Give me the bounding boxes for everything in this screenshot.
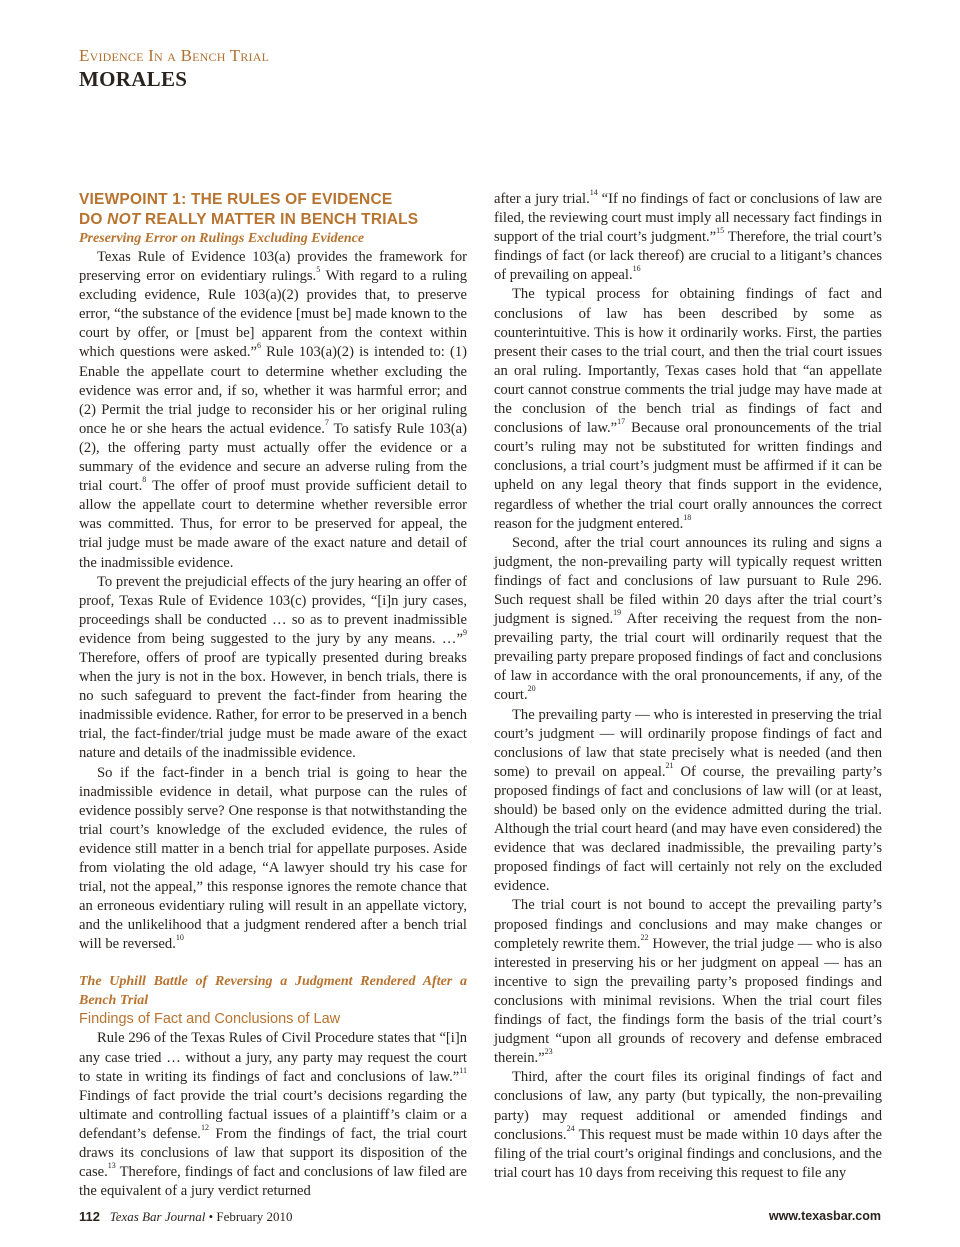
text-run: after a jury trial. xyxy=(494,191,590,207)
footnote-marker: 8 xyxy=(142,475,147,485)
subheading-findings: Findings of Fact and Conclusions of Law xyxy=(79,1011,341,1028)
text-run: “If no findings of fact or conclusions of law are filed, the reviewing court must imply all necessary fact findings in support of the trial court’s judgment.” xyxy=(494,191,882,246)
footnote-marker: 11 xyxy=(459,1065,467,1075)
body-paragraph xyxy=(494,190,882,285)
body-paragraph xyxy=(79,573,467,764)
footnote-marker: 18 xyxy=(683,512,692,522)
viewpoint-heading-emphasis: NOT xyxy=(107,210,141,228)
text-run: After receiving the request from the non-prevailing party, the trial court will ordinarily request that the prevailing party prepare proposed findings of fact and conclusions of law in accordance with the oral pronouncements, if any, of the court. xyxy=(494,611,882,704)
footnote-marker: 10 xyxy=(175,933,184,943)
body-paragraph xyxy=(79,1029,467,1201)
text-run: Therefore, findings of fact and conclusions of law filed are the equivalent of a jury verdict returned xyxy=(79,1164,467,1200)
viewpoint-heading xyxy=(79,190,467,229)
text-run: Because oral pronouncements of the trial court’s ruling may not be substituted for written findings and conclusions, a trial court’s judgment must be affirmed if it can be upheld on any legal theory that finds support in the evidence, regardless of whether the trial court orally announces the correct reason for the judgment entered. xyxy=(494,420,882,532)
text-run: Of course, the prevailing party’s proposed findings of fact and conclusions of law will (or at least, should) be based only on the evidence admitted during the trial. Although the trial court heard (and may have even considered) the evidence that was declared inadmissible, the prevailing party’s proposed findings of fact will certainly not rely on the excluded evidence. xyxy=(494,763,883,895)
viewpoint-heading-line1: VIEWPOINT 1: THE RULES OF EVIDENCE xyxy=(79,191,393,208)
footnote-marker: 14 xyxy=(589,188,598,197)
text-run: Therefore, the trial court’s findings of fact (or lack thereof) are crucial to a litigant’s chances of prevailing on appeal. xyxy=(494,229,882,284)
footnote-marker: 15 xyxy=(716,226,725,236)
text-run: Second, after the trial court announces its ruling and signs a judgment, the non-prevailing party will typically request written findings of fact and conclusions of law pursuant to Rule 296. Such request shall be filed within 20 days after the trial court’s judgment is signed. xyxy=(494,534,882,628)
body-paragraph xyxy=(494,896,882,1068)
subheading-preserving-error: Preserving Error on Rulings Excluding Evidence xyxy=(79,231,365,246)
page-number: 112 xyxy=(79,1209,100,1224)
footnote-marker: 20 xyxy=(527,684,536,694)
body-paragraph xyxy=(494,1068,882,1183)
left-column xyxy=(79,190,467,1201)
text-run: Therefore, offers of proof are typically presented during breaks when the jury is not in the box. However, in bench trials, there is no such safeguard to prevent the fact-finder from hearing the inadmissible evidence. Rather, for error to be preserved in a bench trial, the fact-finder/trial judge must be made aware of the exact nature and details of the inadmissible evidence. xyxy=(79,649,467,762)
footnote-marker: 5 xyxy=(316,265,321,275)
footnote-marker: 7 xyxy=(324,417,329,427)
footnote-marker: 12 xyxy=(200,1122,209,1132)
author-name: MORALES xyxy=(79,67,188,91)
page-footer xyxy=(79,1209,881,1225)
text-run: Third, after the court files its original findings of fact and conclusions of law, any party (but typically, the non-prevailing party) may request additional or amended findings and conclusions. xyxy=(494,1069,882,1143)
body-paragraph xyxy=(79,764,467,955)
footnote-marker: 21 xyxy=(665,760,674,770)
section-spacer xyxy=(79,954,467,972)
text-run: Findings of fact provide the trial court’s decisions regarding the ultimate and controlling factual issues of a plaintiff’s claim or a defendant’s defense. xyxy=(79,1087,467,1142)
right-column xyxy=(494,190,882,1183)
footnote-marker: 24 xyxy=(566,1123,575,1133)
body-paragraph xyxy=(494,285,882,533)
website-link[interactable]: www.texasbar.com xyxy=(768,1209,881,1223)
viewpoint-heading-post: REALLY MATTER IN BENCH TRIALS xyxy=(140,210,419,228)
text-run: To satisfy Rule 103(a)(2), the offering party must actually offer the evidence or a summary of the evidence and secure an adverse ruling from the trial court. xyxy=(79,420,467,495)
footnote-marker: 6 xyxy=(256,341,261,351)
text-run: To prevent the prejudicial effects of the jury hearing an offer of proof, Texas Rule of Evidence 103(c) provides, “[i]n jury cases, proceedings shall be conducted … so as to prevent inadmissible evidence from being suggested to the jury by any means. …” xyxy=(79,573,467,647)
footnote-marker: 17 xyxy=(617,417,626,427)
text-run: So if the fact-finder in a bench trial is going to hear the inadmissible evidence in detail, what purpose can the rules of evidence possibly serve? One response is that notwithstanding the trial court’s knowledge of the excluded evidence, the rules of evidence still matter in a bench trial for appellate purposes. Aside from violating the old adage, “A lawyer should try his case for trial, not the appeal,” this response ignores the remote chance that an erroneous evidentiary ruling will result in an appellate victory, and the unlikelihood that a judgment rendered after a bench trial will be reversed. xyxy=(79,764,467,953)
text-run: The offer of proof must provide sufficient detail to allow the appellate court to determine whether reversible error was committed. Thus, for error to be preserved for appeal, the trial judge must be made aware of the exact nature and detail of the inadmissible evidence. xyxy=(79,478,467,571)
text-run: Rule 296 of the Texas Rules of Civil Procedure states that “[i]n any case tried … without a jury, any party may request the court to state in writing its findings of fact and conclusions of law.” xyxy=(79,1030,467,1085)
body-paragraph xyxy=(79,248,467,573)
footer-separator: • xyxy=(208,1209,214,1224)
footnote-marker: 16 xyxy=(632,264,641,274)
viewpoint-heading-pre: DO xyxy=(79,210,108,228)
text-run: From the findings of fact, the trial court draws its conclusions of law that support its disposition of the case. xyxy=(79,1125,467,1181)
text-run: Texas Rule of Evidence 103(a) provides the framework for preserving error on evidentiary rulings. xyxy=(79,249,467,285)
viewpoint-heading-line2 xyxy=(79,210,467,230)
body-paragraph xyxy=(494,706,882,897)
text-run: The typical process for obtaining findings of fact and conclusions of law has been described by some as counterintuitive. This is how it ordinarily works. First, the parties present their cases to the trial court, and then the trial court issues an oral ruling. Importantly, Texas cases hold that “an appellate court cannot construe comments the trial judge may have made at the conclusion of the bench trial as findings of fact and conclusions of law.” xyxy=(494,286,882,437)
text-run: With regard to a ruling excluding evidence, Rule 103(a)(2) provides that, to preserve error, “the substance of the evidence [must be] made known to the court by offer, or [must be] apparent from the context within which questions were asked.” xyxy=(79,268,468,361)
section-kicker: Evidence In a Bench Trial xyxy=(79,46,270,65)
footnote-marker: 9 xyxy=(463,627,467,637)
footnote-marker: 13 xyxy=(107,1161,116,1171)
footnote-marker: 23 xyxy=(544,1047,553,1057)
text-run: The trial court is not bound to accept the prevailing party’s proposed findings and conclusions and may make changes or completely rewrite them. xyxy=(494,897,882,952)
text-run: This request must be made within 10 days after the filing of the trial court’s original findings and conclusions, and the trial court has 10 days from receiving this request to file any xyxy=(494,1126,882,1181)
body-paragraph xyxy=(494,534,882,706)
footnote-marker: 22 xyxy=(640,932,649,942)
text-run: Rule 103(a)(2) is intended to: (1) Enable the appellate court to determine whether excluding the evidence was error and, if so, whether it was harmful error; and (2) Permit the trial judge to reconsider his or her original ruling once he or she hears the actual evidence. xyxy=(79,344,468,437)
subheading-uphill-battle: The Uphill Battle of Reversing a Judgment Rendered After a Bench Trial xyxy=(79,974,467,1009)
issue-date: February 2010 xyxy=(216,1209,293,1224)
journal-name: Texas Bar Journal xyxy=(109,1209,206,1224)
text-run: However, the trial judge — who is also interested in preserving his or her judgment on appeal — has an incentive to sign the prevailing party’s proposed findings and conclusions with minimal revisions. When the trial court files findings of fact, the findings form the basis of the trial court’s judgment “upon all grounds of recovery and defense embraced therein.” xyxy=(494,935,882,1067)
footnote-marker: 19 xyxy=(613,608,622,618)
text-run: The prevailing party — who is interested in preserving the trial court’s judgment — will ordinarily propose findings of fact and conclusions of law that state precisely what is needed (and then some) to prevail on appeal. xyxy=(494,706,882,780)
